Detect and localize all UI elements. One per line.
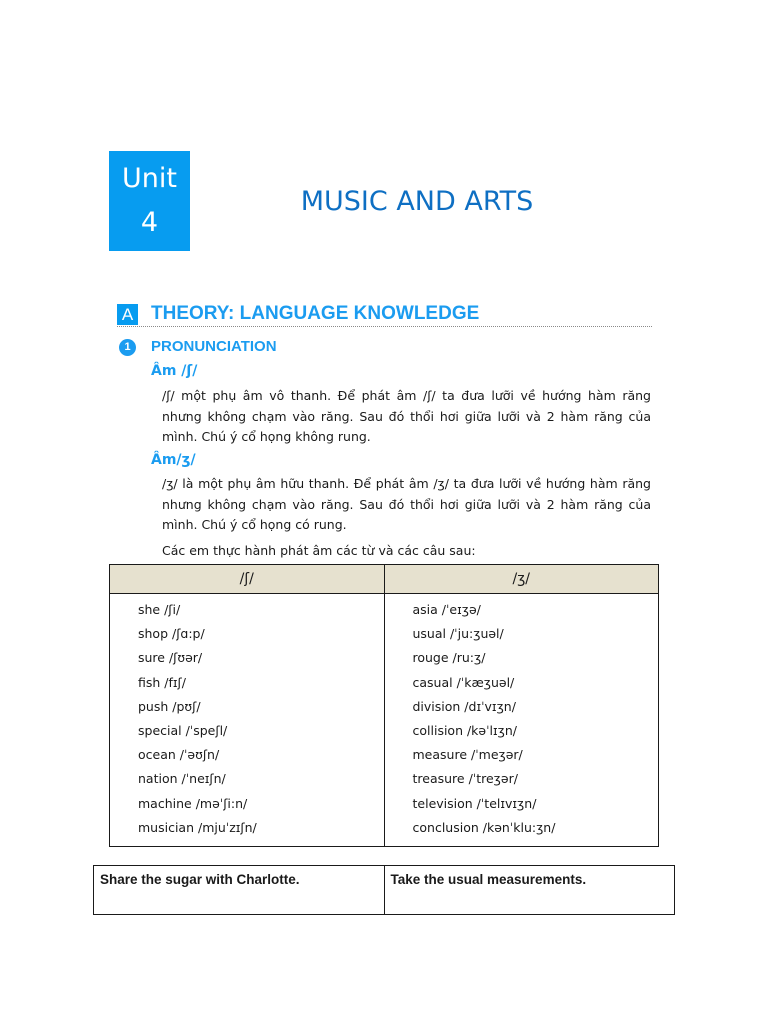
section-a-title: THEORY: LANGUAGE KNOWLEDGE [151, 303, 480, 324]
section-1-title: PRONUNCIATION [151, 338, 277, 355]
sh-words-column [110, 594, 385, 847]
list-item: ocean /ˈəʊʃn/ [138, 747, 220, 763]
list-item: push /pʊʃ/ [138, 698, 201, 714]
sound-2-description: /ʒ/ là một phụ âm hữu thanh. Để phát âm /ʒ/ ta đưa lưỡi về hướng hàm răng nhưng không chạm vào răng. Sau đó thổi hơi giữa lưỡi và 2 hàm răng của mình. Chú ý cổ họng có rung. [162, 476, 651, 532]
sentence-zh: Take the usual measurements. [384, 866, 675, 915]
practice-intro: Các em thực hành phát âm các từ và các câu sau: [162, 543, 476, 558]
section-divider [117, 326, 652, 327]
sound-1-description: /ʃ/ một phụ âm vô thanh. Để phát âm /ʃ/ ta đưa lưỡi về hướng hàm răng nhưng không chạm vào răng. Sau đó thổi hơi giữa lưỡi và 2 hàm răng của mình. Chú ý cổ họng không rung. [162, 388, 651, 444]
list-item: rouge /ru:ʒ/ [412, 650, 486, 666]
list-item: asia /ˈeɪʒə/ [412, 602, 481, 617]
header-sh-sound: /ʃ/ [110, 565, 385, 594]
sh-word-list [110, 598, 384, 840]
unit-badge [109, 151, 190, 251]
list-item: shop /ʃɑ:p/ [138, 626, 205, 642]
list-item: machine /məˈʃi:n/ [138, 795, 248, 811]
list-item: sure /ʃʊər/ [138, 650, 203, 666]
page-title: MUSIC AND ARTS [300, 186, 534, 217]
list-item: she /ʃi/ [138, 602, 181, 617]
list-item: usual /ˈju:ʒuəl/ [412, 626, 504, 642]
list-item: television /ˈtelɪvɪʒn/ [412, 795, 537, 811]
section-1-badge: 1 [119, 339, 136, 356]
sentence-sh: Share the sugar with Charlotte. [94, 866, 385, 915]
sentence-table [93, 865, 675, 915]
unit-number: 4 [140, 207, 159, 238]
header-zh-sound: /ʒ/ [384, 565, 659, 594]
zh-words-column [384, 594, 659, 847]
list-item: special /ˈspeʃl/ [138, 722, 228, 738]
sound-2-heading: Âm/ʒ/ [151, 452, 196, 468]
zh-word-list [385, 598, 659, 840]
list-item: measure /ˈmeʒər/ [412, 747, 523, 763]
section-a-badge: A [117, 304, 138, 325]
list-item: collision /kəˈlɪʒn/ [412, 722, 518, 738]
unit-word: Unit [122, 163, 177, 194]
list-item: casual /ˈkæʒuəl/ [412, 674, 515, 690]
list-item: nation /ˈneɪʃn/ [138, 771, 226, 787]
list-item: treasure /ˈtreʒər/ [412, 771, 518, 787]
word-table [109, 564, 659, 847]
sound-1-heading: Âm /ʃ/ [151, 363, 198, 379]
list-item: conclusion /kənˈklu:ʒn/ [412, 819, 556, 835]
list-item: fish /fɪʃ/ [138, 674, 186, 690]
list-item: division /dɪˈvɪʒn/ [412, 698, 516, 714]
list-item: musician /mjuˈzɪʃn/ [138, 819, 257, 835]
